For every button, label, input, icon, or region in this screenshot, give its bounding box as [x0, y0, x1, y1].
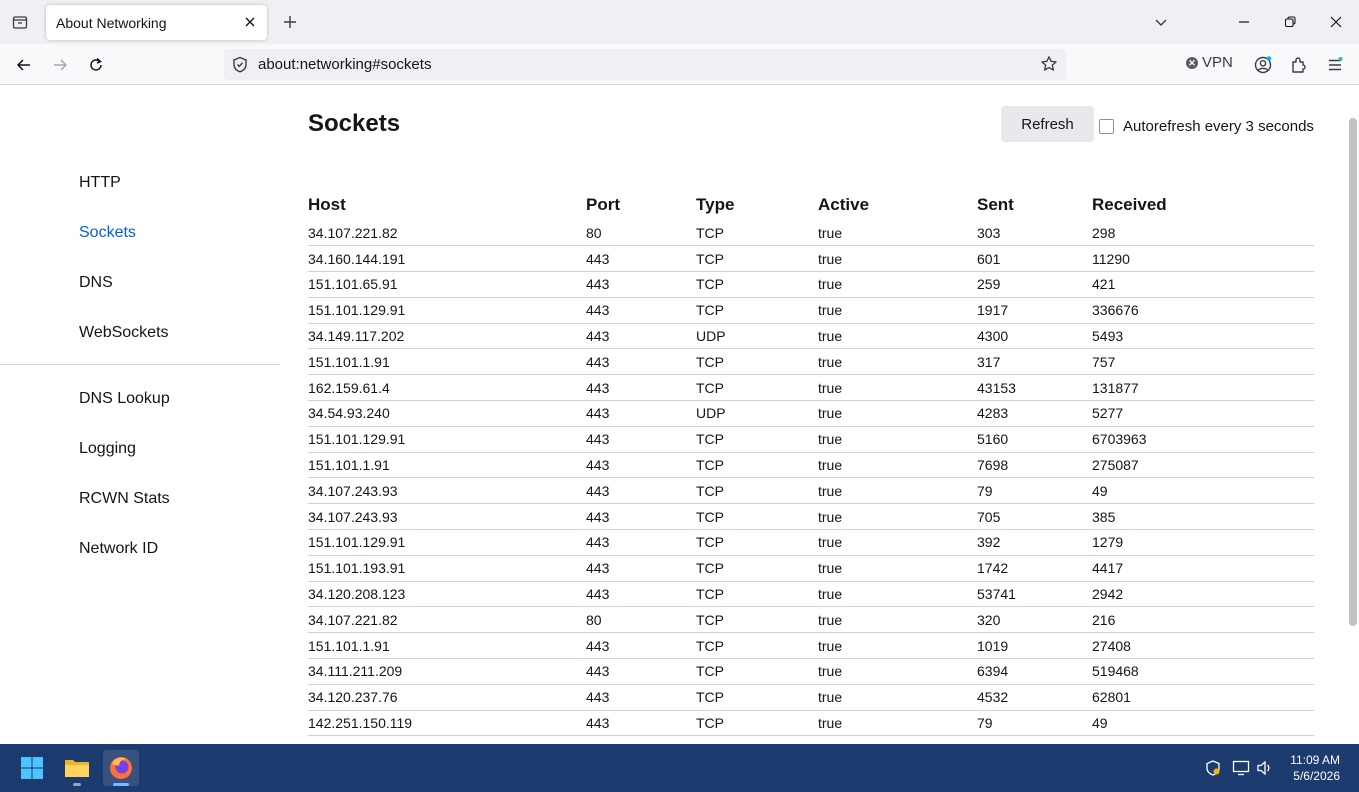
cell-sent: 4283	[977, 401, 1092, 427]
cell-port: 443	[586, 504, 696, 530]
column-header-active: Active	[818, 195, 870, 214]
taskbar	[0, 744, 1359, 792]
cell-port: 443	[586, 581, 696, 607]
table-row	[308, 684, 1314, 710]
cell-host: 151.101.1.91	[308, 633, 586, 659]
cell-host: 151.101.129.91	[308, 297, 586, 323]
cell-host: 34.107.221.82	[308, 607, 586, 633]
table-row	[308, 478, 1314, 504]
cell-type: TCP	[696, 555, 818, 581]
clock[interactable]	[1290, 752, 1340, 784]
cell-host: 34.107.243.93	[308, 504, 586, 530]
cell-host: 151.101.65.91	[308, 272, 586, 298]
cell-sent: 601	[977, 246, 1092, 272]
column-header-received: Received	[1092, 195, 1167, 214]
chevron-down-icon[interactable]	[1150, 11, 1172, 33]
menu-icon[interactable]	[1323, 53, 1347, 77]
cell-active: true	[818, 659, 977, 685]
cell-active: true	[818, 684, 977, 710]
sidebar-divider	[0, 364, 280, 365]
column-header-type: Type	[696, 195, 735, 214]
cell-active: true	[818, 504, 977, 530]
cell-host: 142.251.150.119	[308, 710, 586, 736]
sidebar-item-rcwn-stats[interactable]: RCWN Stats	[79, 490, 170, 507]
refresh-button[interactable]: Refresh	[1001, 106, 1094, 142]
cell-type: UDP	[696, 323, 818, 349]
cell-received: 519468	[1092, 659, 1314, 685]
cell-active: true	[818, 349, 977, 375]
minimize-icon[interactable]	[1233, 11, 1255, 33]
cell-active: true	[818, 220, 977, 246]
volume-icon[interactable]	[1255, 758, 1275, 778]
table-row	[308, 504, 1314, 530]
cell-port: 80	[586, 607, 696, 633]
cell-received: 131877	[1092, 375, 1314, 401]
cell-port: 443	[586, 246, 696, 272]
cell-host: 151.101.1.91	[308, 452, 586, 478]
start-icon[interactable]	[14, 750, 50, 786]
cell-sent: 79	[977, 478, 1092, 504]
cell-sent: 705	[977, 504, 1092, 530]
navigation-toolbar	[0, 44, 1359, 85]
firefox-icon[interactable]	[103, 750, 139, 786]
cell-received: 385	[1092, 504, 1314, 530]
cell-type: TCP	[696, 297, 818, 323]
cell-type: TCP	[696, 426, 818, 452]
cell-host: 34.149.117.202	[308, 323, 586, 349]
cell-type: TCP	[696, 710, 818, 736]
cell-port: 443	[586, 401, 696, 427]
cell-active: true	[818, 478, 977, 504]
table-row	[308, 710, 1314, 736]
reload-icon[interactable]	[84, 53, 108, 77]
cell-type: TCP	[696, 349, 818, 375]
cell-type: TCP	[696, 246, 818, 272]
autorefresh-checkbox[interactable]	[1099, 119, 1114, 134]
cell-sent: 7698	[977, 452, 1092, 478]
sidebar-item-websockets[interactable]: WebSockets	[79, 324, 169, 341]
cell-type: TCP	[696, 375, 818, 401]
cell-received: 757	[1092, 349, 1314, 375]
close-window-icon[interactable]	[1325, 11, 1347, 33]
cell-type: TCP	[696, 581, 818, 607]
sidebar-item-network-id[interactable]: Network ID	[79, 540, 159, 557]
main-content	[308, 86, 1318, 744]
vpn-label: VPN	[1202, 54, 1233, 71]
cell-port: 80	[586, 220, 696, 246]
cell-port: 443	[586, 530, 696, 556]
cell-sent: 53741	[977, 581, 1092, 607]
cell-port: 443	[586, 633, 696, 659]
cell-received: 27408	[1092, 633, 1314, 659]
table-row	[308, 426, 1314, 452]
back-icon[interactable]	[12, 53, 36, 77]
cell-type: TCP	[696, 607, 818, 633]
cell-sent: 1917	[977, 297, 1092, 323]
column-header-host: Host	[308, 195, 346, 214]
cell-active: true	[818, 530, 977, 556]
cell-host: 34.107.221.82	[308, 220, 586, 246]
cell-type: TCP	[696, 659, 818, 685]
cell-sent: 317	[977, 349, 1092, 375]
cell-received: 5493	[1092, 323, 1314, 349]
sidebar-item-dns-lookup[interactable]: DNS Lookup	[79, 390, 170, 407]
cell-active: true	[818, 375, 977, 401]
cell-port: 443	[586, 478, 696, 504]
cell-sent: 5160	[977, 426, 1092, 452]
cell-host: 151.101.129.91	[308, 426, 586, 452]
sidebar-item-sockets[interactable]: Sockets	[79, 224, 136, 241]
cell-port: 443	[586, 426, 696, 452]
table-row	[308, 452, 1314, 478]
page-title: Sockets	[308, 110, 401, 137]
active-tab[interactable]	[46, 5, 267, 40]
table-row	[308, 607, 1314, 633]
tab-title: About Networking	[56, 15, 167, 31]
table-row	[308, 375, 1314, 401]
table-row	[308, 246, 1314, 272]
cell-received: 1279	[1092, 530, 1314, 556]
table-row	[308, 581, 1314, 607]
cell-active: true	[818, 246, 977, 272]
cell-host: 34.120.237.76	[308, 684, 586, 710]
cell-host: 151.101.1.91	[308, 349, 586, 375]
file-explorer-icon[interactable]	[59, 750, 95, 786]
table-header-row	[308, 194, 1314, 220]
clock-date: 5/6/2026	[1293, 769, 1340, 783]
page-scrollbar[interactable]	[1349, 118, 1357, 626]
cell-port: 443	[586, 684, 696, 710]
about-networking-page	[0, 86, 1359, 744]
cell-active: true	[818, 323, 977, 349]
sidebar-item-http[interactable]: HTTP	[79, 174, 121, 191]
list-all-tabs-icon[interactable]	[8, 10, 32, 34]
cell-sent: 6394	[977, 659, 1092, 685]
cell-type: TCP	[696, 504, 818, 530]
shield-icon[interactable]	[232, 56, 248, 78]
cell-sent: 1019	[977, 633, 1092, 659]
active-indicator	[113, 783, 129, 786]
cell-port: 443	[586, 555, 696, 581]
tab-bar	[0, 0, 1359, 44]
cell-host: 162.159.61.4	[308, 375, 586, 401]
cell-host: 34.107.243.93	[308, 478, 586, 504]
sidebar-item-logging[interactable]: Logging	[79, 440, 136, 457]
table-row	[308, 530, 1314, 556]
cell-sent: 320	[977, 607, 1092, 633]
cell-type: TCP	[696, 530, 818, 556]
cell-active: true	[818, 426, 977, 452]
cell-active: true	[818, 452, 977, 478]
clock-time: 11:09 AM	[1290, 753, 1340, 767]
cell-active: true	[818, 633, 977, 659]
cell-active: true	[818, 607, 977, 633]
sockets-table	[308, 194, 1314, 736]
cell-port: 443	[586, 710, 696, 736]
column-header-port: Port	[586, 195, 620, 214]
cell-sent: 4300	[977, 323, 1092, 349]
table-row	[308, 349, 1314, 375]
table-row	[308, 220, 1314, 246]
cell-received: 49	[1092, 478, 1314, 504]
cell-type: UDP	[696, 401, 818, 427]
sidebar-item-dns[interactable]: DNS	[79, 274, 113, 291]
table-row	[308, 272, 1314, 298]
forward-icon[interactable]	[48, 53, 72, 77]
cell-type: TCP	[696, 684, 818, 710]
vpn-button[interactable]	[1186, 54, 1233, 71]
cell-port: 443	[586, 659, 696, 685]
cell-port: 443	[586, 452, 696, 478]
autorefresh-control[interactable]	[1099, 118, 1314, 135]
vpn-off-icon: ✕	[1186, 57, 1198, 69]
cell-received: 275087	[1092, 452, 1314, 478]
cell-active: true	[818, 297, 977, 323]
cell-sent: 79	[977, 710, 1092, 736]
cell-port: 443	[586, 297, 696, 323]
cell-received: 6703963	[1092, 426, 1314, 452]
sidebar	[0, 86, 280, 744]
cell-received: 5277	[1092, 401, 1314, 427]
defender-tray-icon[interactable]	[1203, 758, 1223, 778]
cell-port: 443	[586, 323, 696, 349]
table-row	[308, 633, 1314, 659]
new-tab-icon[interactable]	[279, 11, 301, 33]
cell-port: 443	[586, 375, 696, 401]
cell-host: 34.111.211.209	[308, 659, 586, 685]
close-tab-icon[interactable]	[241, 13, 259, 31]
extensions-icon[interactable]	[1287, 53, 1311, 77]
url-bar[interactable]	[224, 49, 1066, 80]
cell-received: 11290	[1092, 246, 1314, 272]
cell-active: true	[818, 710, 977, 736]
cell-received: 4417	[1092, 555, 1314, 581]
table-row	[308, 323, 1314, 349]
account-icon[interactable]	[1251, 53, 1275, 77]
cell-active: true	[818, 581, 977, 607]
cell-received: 49	[1092, 710, 1314, 736]
cell-sent: 43153	[977, 375, 1092, 401]
cell-type: TCP	[696, 478, 818, 504]
cell-port: 443	[586, 349, 696, 375]
cell-active: true	[818, 272, 977, 298]
cell-type: TCP	[696, 272, 818, 298]
cell-type: TCP	[696, 633, 818, 659]
cell-host: 151.101.193.91	[308, 555, 586, 581]
cell-received: 421	[1092, 272, 1314, 298]
table-row	[308, 297, 1314, 323]
cell-host: 34.160.144.191	[308, 246, 586, 272]
cell-active: true	[818, 401, 977, 427]
table-row	[308, 401, 1314, 427]
cell-received: 298	[1092, 220, 1314, 246]
cell-active: true	[818, 555, 977, 581]
table-row	[308, 555, 1314, 581]
bookmark-star-icon[interactable]	[1040, 55, 1058, 78]
cell-host: 34.120.208.123	[308, 581, 586, 607]
cell-sent: 259	[977, 272, 1092, 298]
autorefresh-label[interactable]: Autorefresh every 3 seconds	[1123, 118, 1314, 135]
cell-received: 62801	[1092, 684, 1314, 710]
running-indicator	[73, 783, 81, 786]
network-icon[interactable]	[1231, 758, 1251, 778]
cell-sent: 303	[977, 220, 1092, 246]
restore-icon[interactable]	[1279, 11, 1301, 33]
cell-received: 336676	[1092, 297, 1314, 323]
cell-sent: 4532	[977, 684, 1092, 710]
column-header-sent: Sent	[977, 195, 1014, 214]
cell-type: TCP	[696, 220, 818, 246]
cell-sent: 392	[977, 530, 1092, 556]
cell-received: 216	[1092, 607, 1314, 633]
cell-received: 2942	[1092, 581, 1314, 607]
url-text[interactable]: about:networking#sockets	[258, 56, 432, 73]
cell-type: TCP	[696, 452, 818, 478]
cell-host: 34.54.93.240	[308, 401, 586, 427]
cell-sent: 1742	[977, 555, 1092, 581]
cell-port: 443	[586, 272, 696, 298]
cell-host: 151.101.129.91	[308, 530, 586, 556]
table-row	[308, 659, 1314, 685]
